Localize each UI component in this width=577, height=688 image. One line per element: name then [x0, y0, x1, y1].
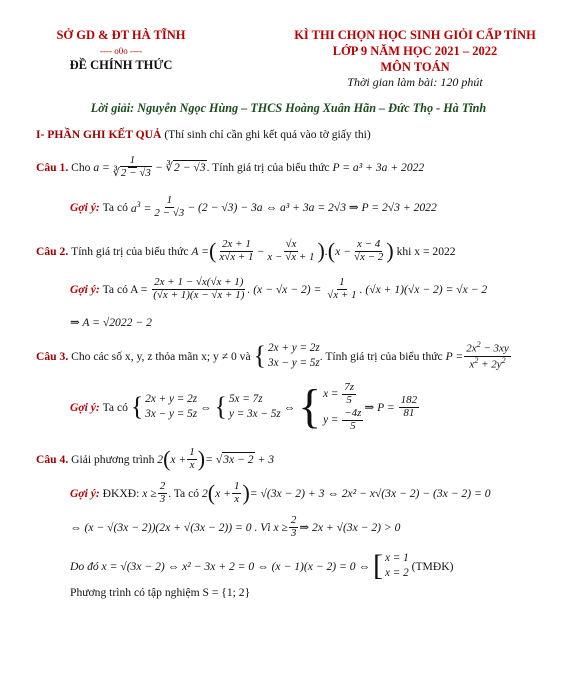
q2-paren-open-2: (: [327, 238, 336, 263]
q2-result: ⇒ A = √2022 − 2: [70, 316, 152, 329]
q3-stem-a: Cho các số x, y, z thỏa mãn x; y ≠ 0 và: [71, 349, 251, 363]
q3-label: Câu 3.: [36, 349, 69, 363]
q3-eq-1: 2x + y = 2z: [268, 342, 320, 354]
q3-var-p: P =: [445, 349, 464, 363]
q2-label: Câu 2.: [36, 244, 69, 258]
q4-conclusion: Phương trình có tập nghiệm S = {1; 2}: [70, 586, 251, 599]
q3-p-fraction: $\frac{2x^2 - 3xy}{x^2 + 2y^2}$: [466, 340, 509, 371]
q1-stem-b: . Tính giá trị của biểu thức: [206, 160, 330, 174]
subject: MÔN TOÁN: [380, 60, 450, 74]
q3-equiv-2: ⇔: [280, 400, 299, 414]
q4-stem: Giải phương trình: [71, 452, 155, 466]
q4-paren-open: (: [163, 446, 171, 471]
q1-var-a: a =: [93, 160, 110, 174]
department-name: SỞ GD & ĐT HÀ TĨNH: [56, 28, 186, 42]
q4-tmdk: (TMĐK): [411, 559, 454, 573]
question-3: [36, 338, 512, 374]
q3-system: { 2x + y = 2z 3x − y = 5z: [253, 341, 320, 370]
q3-stem-b: . Tính giá trị của biểu thức: [319, 349, 443, 363]
q1-label: Câu 1.: [36, 160, 69, 174]
q3-hint-eq-3: 5x = 7z: [228, 393, 263, 405]
q4-frac: $\frac{1}{x}$: [189, 445, 195, 471]
q2-hint-a: Ta có A =: [102, 282, 148, 296]
q3-hint-eq-2: 3x − y = 5z: [145, 408, 198, 420]
q4-hint-label: Gợi ý:: [70, 486, 100, 500]
q4-root-2: x = 2: [384, 567, 409, 579]
section-heading: [36, 128, 371, 141]
q2-frac-2: $\frac{√x}{x - √x + 1}$: [267, 237, 315, 263]
q3-result-label: ⇒ P =: [364, 401, 395, 414]
q4-cond: x ≥: [142, 486, 157, 500]
q4-label: Câu 4.: [36, 452, 69, 466]
q2-dot: .: [324, 244, 328, 258]
q1-hint-a3: $a^3$ =: [130, 199, 152, 215]
q4-line2-frac: $\frac{2}{3}$: [290, 513, 297, 539]
q2-hint: [70, 270, 487, 308]
q2-x-minus: x −: [335, 244, 351, 258]
q1-hint: [70, 190, 437, 224]
q4-hint-paren-open: (: [207, 480, 216, 505]
q3-hint-a: Ta có: [102, 400, 128, 414]
exam-title: KÌ THI CHỌN HỌC SINH GIỎI CẤP TỈNH: [294, 28, 536, 42]
q4-x-plus: x +: [170, 452, 187, 466]
q1-hint-fraction: $\frac{1}{2 - √3}$: [154, 193, 185, 219]
q3-hint: [70, 378, 420, 436]
q2-paren-open: (: [209, 238, 217, 263]
q2-hint-c: . (√x + 1)(√x − 2) = √x − 2: [359, 282, 488, 296]
q4-cond-frac: $\frac{2}{3}$: [159, 479, 166, 505]
q1-hint-a: Ta có: [102, 200, 128, 214]
grade-year: LỚP 9 NĂM HỌC 2021 – 2022: [332, 44, 498, 58]
q2-var-a: A =: [191, 244, 209, 258]
department-ornament: ---- o0o ----: [100, 46, 142, 56]
section-title: I- PHẦN GHI KẾT QUẢ: [36, 128, 162, 141]
solver-credit: Lời giải: Nguyễn Ngọc Hùng – THCS Hoàng Xuân Hãn – Đức Thọ - Hà Tĩnh: [90, 101, 487, 115]
q3-hint-system-3: { x = $\frac{7z}{5}$ y = $\frac{-4z}{5}$: [298, 381, 364, 433]
q4-rhs: = √3x − 2 + 3: [205, 452, 275, 466]
q2-stem: Tính giá trị của biểu thức: [71, 244, 189, 258]
q4-line2-b: ⇒ 2x + √(3x − 2) > 0: [299, 521, 401, 534]
q3-hint-eq-1: 2x + y = 2z: [145, 393, 198, 405]
q2-paren-close-2: ): [386, 238, 394, 263]
q3-hint-eq-4: y = 3x − 5z: [228, 408, 281, 420]
q3-x-solution: x = $\frac{7z}{5}$: [323, 381, 355, 406]
q4-equation: 2: [157, 452, 164, 466]
q3-y-solution: y = $\frac{-4z}{5}$: [323, 407, 362, 432]
q1-fraction: $\frac{1}{∛2 - √3}$: [112, 153, 151, 179]
q1-expression: P = a³ + 3a + 2022: [332, 160, 425, 174]
q3-hint-system-1: { 2x + y = 2z 3x − y = 5z: [130, 392, 198, 421]
time-limit: Thời gian làm bài: 120 phút: [347, 75, 483, 89]
q2-paren-close: ): [317, 238, 325, 263]
question-2: [36, 230, 456, 272]
q2-stem-end: khi x = 2022: [396, 244, 456, 258]
q2-minus: −: [256, 244, 265, 258]
q1-cuberoot: − ∛2 − √3: [154, 161, 206, 174]
q3-equiv-1: ⇔: [197, 400, 215, 414]
q2-hint-label: Gợi ý:: [70, 282, 100, 296]
q1-hint-b: − (2 − √3) − 3a ⇔ a³ + 3a = 2√3 ⇒ P = 2√3 + 2022: [187, 201, 437, 214]
q1-hint-label: Gợi ý:: [70, 200, 100, 214]
q3-hint-label: Gợi ý:: [70, 400, 100, 414]
q4-hint-b: . Ta có: [168, 486, 200, 500]
question-1: [36, 150, 424, 184]
q4-hint-paren-close: ): [242, 480, 250, 505]
q3-result-fraction: $\frac{182}{81}$: [400, 393, 418, 419]
q4-hint-c: = √(3x − 2) + 3 ⇔ 2x² − x√(3x − 2) − (3x − 2) = 0: [249, 486, 491, 500]
q2-hint-frac-1: $\frac{2x + 1 - √x(√x + 1)}{(√x + 1)(x - √x + 1)}$: [153, 275, 245, 301]
q4-paren-close: ): [197, 446, 206, 471]
q4-line-2: [70, 512, 400, 542]
q4-hint-x-plus: x +: [215, 486, 231, 500]
q4-hint-frac: $\frac{1}{x}$: [233, 479, 240, 505]
q2-frac-3: $\frac{x - 4}{√x - 2}$: [353, 237, 384, 263]
q1-stem-a: Cho: [71, 160, 91, 174]
section-note: (Thí sinh chỉ cần ghi kết quả vào tờ giấy thi): [164, 128, 371, 141]
q2-frac-1: $\frac{2x + 1}{x√x + 1}$: [219, 237, 254, 263]
q2-hint-frac-2: $\frac{1}{√x + 1}$: [327, 275, 357, 301]
q4-line3: Do đó x = √(3x − 2) ⇔ x² − 3x + 2 = 0 ⇔ (x − 1)(x − 2) = 0 ⇔: [70, 559, 371, 573]
q3-eq-2: 3x − y = 5z: [268, 357, 320, 369]
q4-line-3: [70, 548, 453, 584]
q4-hint: [70, 476, 491, 510]
question-4: [36, 443, 274, 475]
q4-root-1: x = 1: [384, 552, 409, 564]
q4-hint-a: ĐKXĐ:: [102, 486, 140, 500]
q3-hint-system-2: { 5x = 7z y = 3x − 5z: [214, 392, 281, 421]
q4-hint-lhs: 2: [201, 486, 208, 500]
q2-hint-b: . (x − √x − 2) =: [247, 282, 322, 296]
q4-line2-a: ⇔ (x − √(3x − 2))(2x + √(3x − 2)) = 0 . Vì: [70, 520, 271, 534]
q4-roots: [ x = 1 x = 2: [372, 549, 409, 582]
q4-line2-cond: x ≥: [273, 520, 288, 534]
official-label: ĐỀ CHÍNH THỨC: [69, 58, 173, 72]
